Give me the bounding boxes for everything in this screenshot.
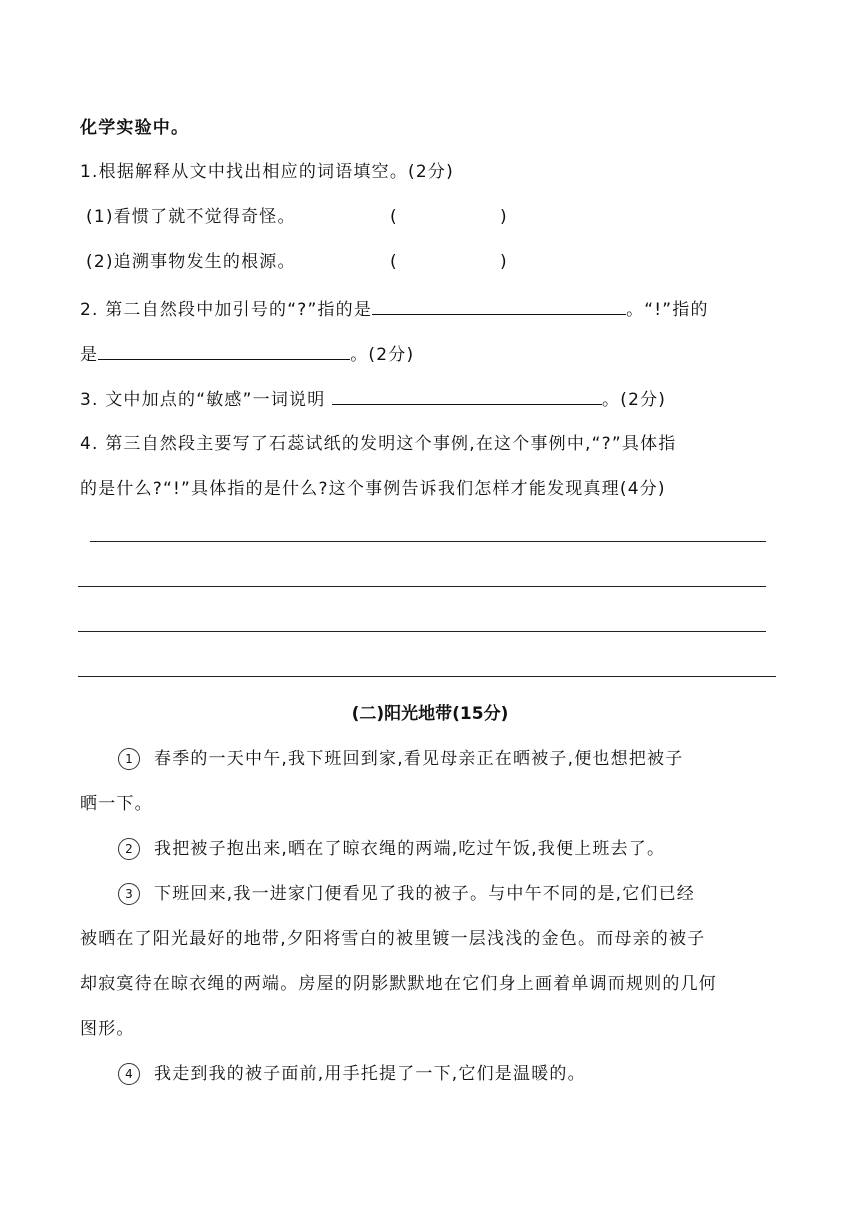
- question-2-text-c: 是: [80, 345, 99, 365]
- paragraph-1-number: 1: [118, 748, 140, 770]
- question-1-item-2-label: (2)追溯事物发生的根源。: [86, 252, 296, 272]
- question-2-line-2: [80, 341, 414, 367]
- question-3-text-b: 。(2分): [602, 390, 667, 410]
- question-1-prompt: 1.根据解释从文中找出相应的词语填空。(2分): [80, 162, 454, 182]
- question-4-line-1: 4. 第三自然段主要写了石蕊试纸的发明这个事例,在这个事例中,“?”具体指: [80, 434, 677, 454]
- question-2-blank-2[interactable]: [98, 341, 350, 360]
- paragraph-1-line-1: [118, 747, 683, 771]
- question-2-line-1: [80, 296, 709, 322]
- answer-line-4[interactable]: [78, 676, 776, 677]
- paragraph-1-line-2: 晒一下。: [80, 794, 153, 814]
- paragraph-3-line-3: 却寂寞待在晾衣绳的两端。房屋的阴影默默地在它们身上画着单调而规则的几何: [80, 974, 717, 994]
- question-3-line: [80, 386, 666, 412]
- question-3-blank[interactable]: [332, 386, 602, 405]
- paragraph-3-line-2: 被晒在了阳光最好的地带,夕阳将雪白的被里镀一层浅浅的金色。而母亲的被子: [80, 929, 706, 949]
- question-1-item-1: [86, 205, 296, 229]
- paragraph-4-text-1: 我走到我的被子面前,用手托提了一下,它们是温暖的。: [154, 1064, 586, 1084]
- answer-line-1[interactable]: [90, 541, 766, 542]
- paragraph-4-number: 4: [118, 1063, 140, 1085]
- paragraph-2-text-1: 我把被子抱出来,晒在了晾衣绳的两端,吃过午饭,我便上班去了。: [154, 839, 666, 859]
- question-3-text-a: 3. 文中加点的“敏感”一词说明: [80, 390, 333, 410]
- question-1-item-2-open-paren: (: [390, 252, 398, 272]
- paragraph-3-text-1: 下班回来,我一进家门便看见了我的被子。与中午不同的是,它们已经: [154, 884, 696, 904]
- question-1-item-2-close-paren: ): [500, 252, 508, 272]
- question-1-item-1-open-paren: (: [390, 207, 398, 227]
- intro-tail-text: 化学实验中。: [80, 118, 190, 138]
- question-2-blank-1[interactable]: [372, 296, 626, 315]
- question-1-item-2: [86, 250, 296, 274]
- question-1-item-1-label: (1)看惯了就不觉得奇怪。: [86, 207, 296, 227]
- paragraph-3-line-4: 图形。: [80, 1019, 135, 1039]
- question-1-item-1-close-paren: ): [500, 207, 508, 227]
- section-2-title: (二)阳光地带(15分): [351, 704, 509, 724]
- question-2-text-a: 2. 第二自然段中加引号的“?”指的是: [80, 300, 373, 320]
- question-4-line-2: 的是什么?“!”具体指的是什么?这个事例告诉我们怎样才能发现真理(4分): [80, 479, 666, 499]
- question-2-text-b: 。“!”指的: [626, 300, 709, 320]
- question-2-text-d: 。(2分): [350, 345, 415, 365]
- paragraph-2-number: 2: [118, 838, 140, 860]
- answer-line-2[interactable]: [78, 586, 766, 587]
- paragraph-3-number: 3: [118, 883, 140, 905]
- paragraph-3-line-1: [118, 882, 695, 906]
- paragraph-4-line-1: [118, 1062, 586, 1086]
- paragraph-1-text-1: 春季的一天中午,我下班回到家,看见母亲正在晒被子,便也想把被子: [154, 749, 684, 769]
- answer-line-3[interactable]: [78, 631, 766, 632]
- paragraph-2-line-1: [118, 837, 665, 861]
